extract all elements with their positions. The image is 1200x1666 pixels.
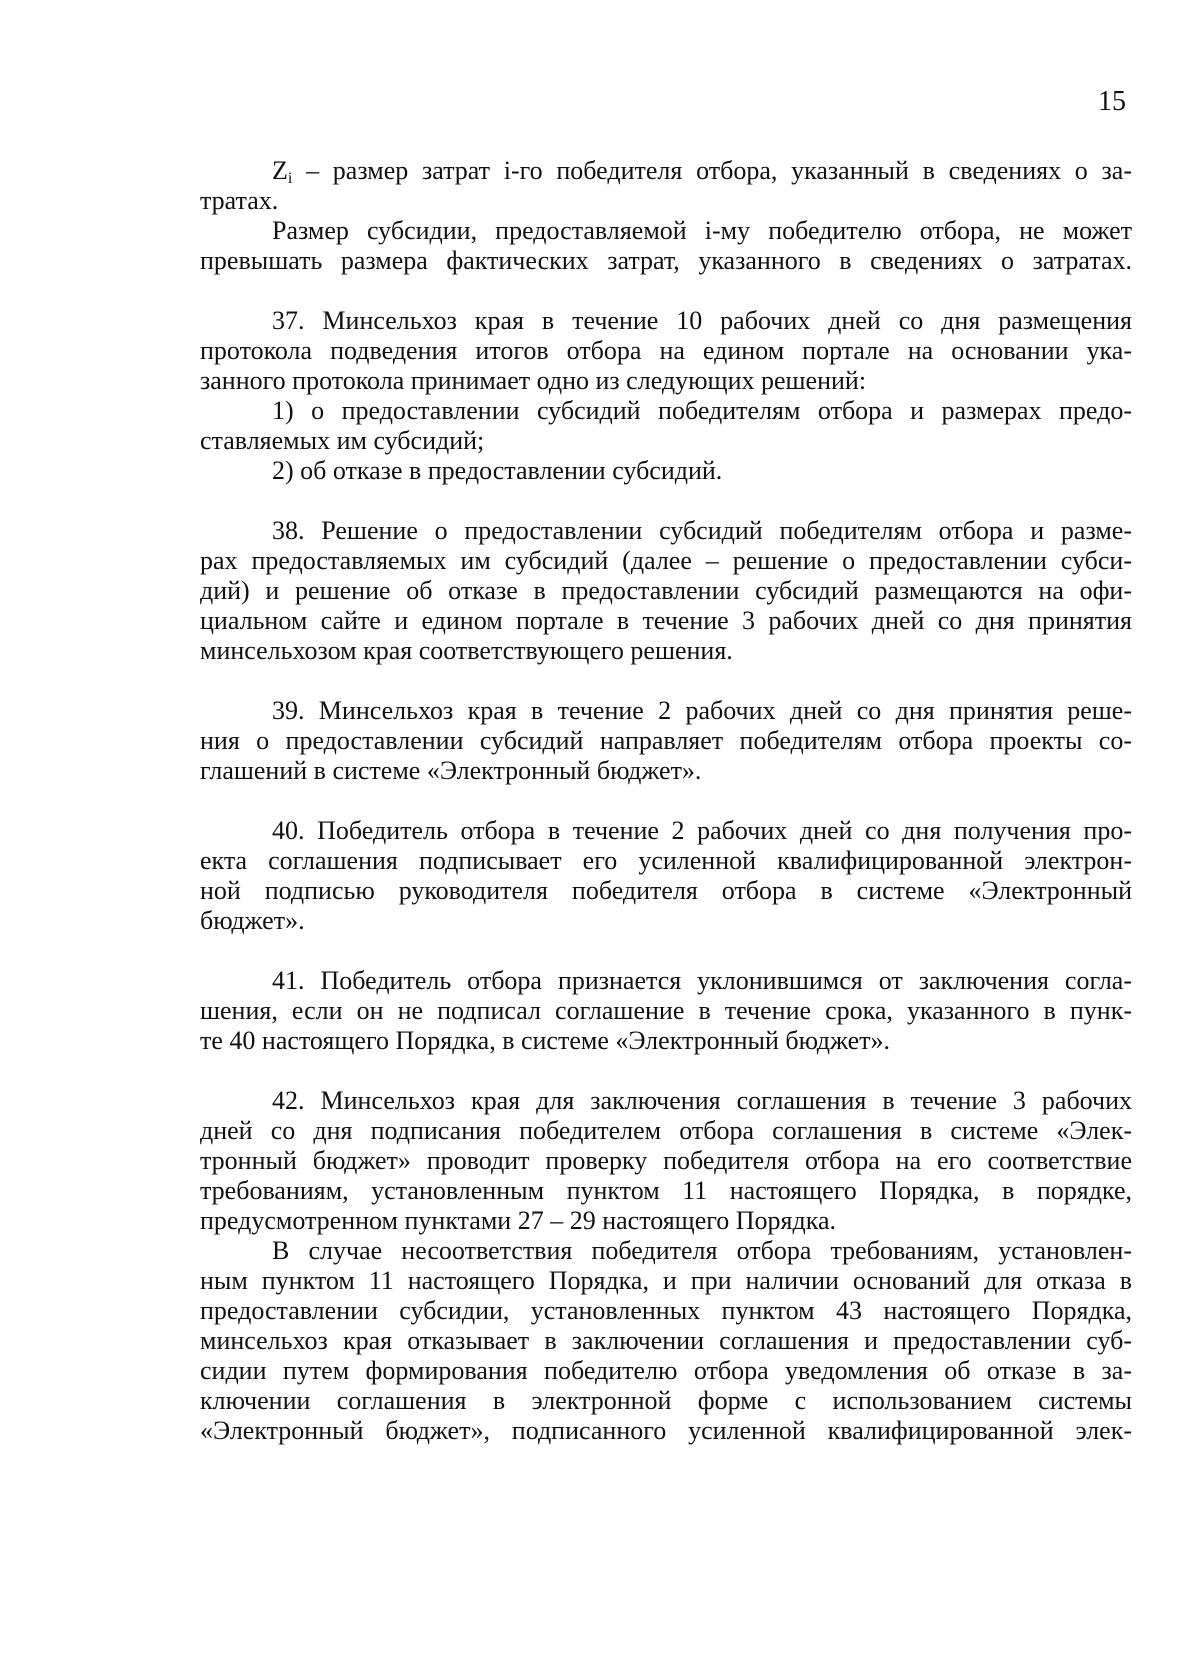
paragraph-42-line-1: 42. Минсельхоз края для заключения соглашения в течение 3 рабочих xyxy=(272,1086,1132,1115)
paragraph-38-line-4: циальном сайте и едином портале в течение 3 рабочих дней со дня принятия xyxy=(200,606,1132,635)
paragraph-39-line-2: ния о предоставлении субсидий направляет победителям отбора проекты со- xyxy=(200,726,1132,755)
page-number: 15 xyxy=(1098,86,1126,117)
paragraph-37-line-1: 37. Минсельхоз края в течение 10 рабочих дней со дня размещения xyxy=(272,306,1132,335)
paragraph-40-line-4: бюджет». xyxy=(200,906,305,935)
paragraph-37-2-line-1: 2) об отказе в предоставлении субсидий. xyxy=(272,456,723,485)
paragraph-42-line-3: тронный бюджет» проводит проверку победителя отбора на его соответствие xyxy=(200,1146,1132,1175)
paragraph-42-2-line-5: сидии путем формирования победителю отбора уведомления об отказе в за- xyxy=(200,1356,1132,1385)
paragraph-37-line-3: занного протокола принимает одно из следующих решений: xyxy=(200,366,867,395)
paragraph-41-line-1: 41. Победитель отбора признается уклонившимся от заключения согла- xyxy=(272,966,1132,995)
paragraph-38-line-3: дий) и решение об отказе в предоставлении субсидий размещаются на офи- xyxy=(200,576,1132,605)
paragraph-38-line-5: минсельхозом края соответствующего решения. xyxy=(200,636,733,665)
paragraph-38-line-1: 38. Решение о предоставлении субсидий победителям отбора и разме- xyxy=(272,516,1132,545)
paragraph-42-2-line-4: минсельхоз края отказывает в заключении соглашения и предоставлении суб- xyxy=(200,1326,1132,1355)
paragraph-size-line-1: Размер субсидии, предоставляемой i-му победителю отбора, не может xyxy=(272,216,1132,245)
paragraph-41-line-2: шения, если он не подписал соглашение в течение срока, указанного в пунк- xyxy=(200,996,1132,1025)
paragraph-42-2-line-3: предоставлении субсидии, установленных пунктом 43 настоящего Порядка, xyxy=(200,1296,1132,1325)
paragraph-42-2-line-2: ным пунктом 11 настоящего Порядка, и при наличии оснований для отказа в xyxy=(200,1266,1132,1295)
paragraph-37-1-line-2: ставляемых им субсидий; xyxy=(200,426,485,455)
paragraph-zi-line-2: тратах. xyxy=(200,186,279,215)
paragraph-40-line-3: ной подписью руководителя победителя отбора в системе «Электронный xyxy=(200,876,1132,905)
zi-symbol: $Z_i$ xyxy=(272,156,293,187)
paragraph-42-line-4: требованиям, установленным пунктом 11 настоящего Порядка, в порядке, xyxy=(200,1176,1132,1205)
paragraph-zi-line-1: $Z_i$ – размер затрат i-го победителя отбора, указанный в сведениях о за- xyxy=(272,156,1132,187)
paragraph-42-2-line-6: ключении соглашения в электронной форме с использованием системы xyxy=(200,1386,1132,1415)
paragraph-37-line-2: протокола подведения итогов отбора на едином портале на основании ука- xyxy=(200,336,1132,365)
paragraph-42-2-line-1: В случае несоответствия победителя отбора требованиям, установлен- xyxy=(272,1236,1132,1265)
paragraph-38-line-2: рах предоставляемых им субсидий (далее – решение о предоставлении субси- xyxy=(200,546,1132,575)
paragraph-size-line-2: превышать размера фактических затрат, указанного в сведениях о затратах. xyxy=(200,246,1132,275)
paragraph-37-1-line-1: 1) о предоставлении субсидий победителям отбора и размерах предо- xyxy=(272,396,1132,425)
paragraph-39-line-1: 39. Минсельхоз края в течение 2 рабочих дней со дня принятия реше- xyxy=(272,696,1132,725)
paragraph-39-line-3: глашений в системе «Электронный бюджет». xyxy=(200,756,702,785)
paragraph-41-line-3: те 40 настоящего Порядка, в системе «Электронный бюджет». xyxy=(200,1026,890,1055)
paragraph-42-line-5: предусмотренном пунктами 27 – 29 настоящего Порядка. xyxy=(200,1206,836,1235)
paragraph-42-2-line-7: «Электронный бюджет», подписанного усиленной квалифицированной элек- xyxy=(200,1416,1132,1445)
paragraph-40-line-2: екта соглашения подписывает его усиленной квалифицированной электрон- xyxy=(200,846,1132,875)
paragraph-40-line-1: 40. Победитель отбора в течение 2 рабочих дней со дня получения про- xyxy=(272,816,1132,845)
paragraph-42-line-2: дней со дня подписания победителем отбора соглашения в системе «Элек- xyxy=(200,1116,1132,1145)
